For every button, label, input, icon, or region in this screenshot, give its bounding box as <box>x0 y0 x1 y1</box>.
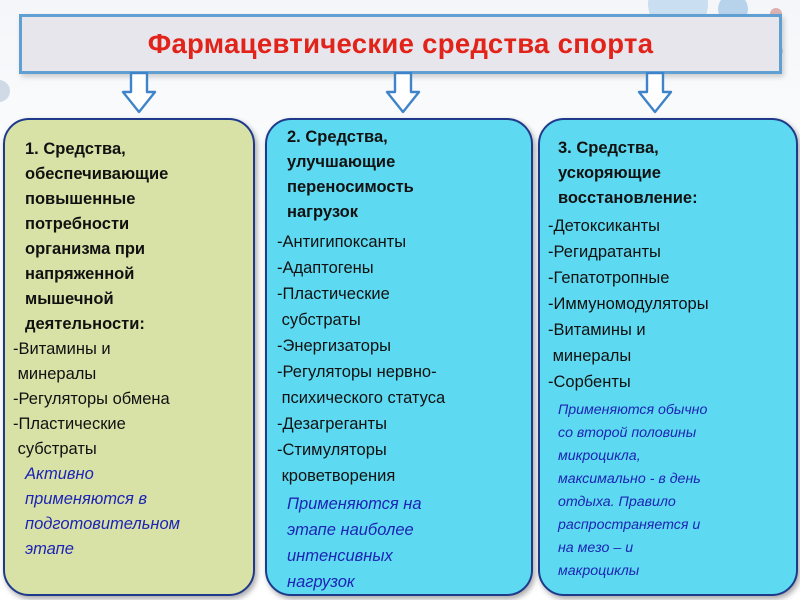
page-title: Фармацевтические средства спорта <box>147 28 654 59</box>
panel-2-item: -Антигипоксанты <box>277 233 407 251</box>
panel-3-heading-line: 3. Средства, <box>558 139 659 157</box>
panel-2-item: -Дезагреганты <box>277 415 387 433</box>
panel-2-item: субстраты <box>277 311 361 329</box>
panel-3-note: микроцикла, <box>558 448 641 464</box>
title-box <box>19 14 782 74</box>
panel-3-item: -Регидратанты <box>548 243 661 261</box>
panel-3-note: отдыха. Правило <box>558 494 676 510</box>
panel-3-item: -Гепатотропные <box>548 269 670 287</box>
panel-2-note: Применяются на <box>287 495 422 513</box>
panel-1-heading-line: напряженной <box>25 265 135 283</box>
down-arrow-icon <box>385 72 421 114</box>
panel-3-item: -Витамины и <box>548 321 646 339</box>
down-arrow-icon <box>121 72 157 114</box>
panel-1 <box>3 118 255 596</box>
panel-1-item: минералы <box>13 365 97 383</box>
panel-1-note: подготовительном <box>25 515 180 533</box>
panel-2-heading-line: нагрузок <box>287 203 358 221</box>
panel-2 <box>265 118 533 596</box>
panel-3-heading-line: ускоряющие <box>558 164 661 182</box>
panel-2-item: -Энергизаторы <box>277 337 392 355</box>
panel-2-heading-line: улучшающие <box>287 153 396 171</box>
panel-2-item: -Адаптогены <box>277 259 374 277</box>
panel-3-heading-line: восстановление: <box>558 189 698 207</box>
panel-2-heading-line: переносимость <box>287 178 414 196</box>
panel-1-note: Активно <box>25 465 94 483</box>
down-arrow-icon <box>637 72 673 114</box>
panel-1-heading-line: деятельности: <box>25 315 145 333</box>
decor-circle <box>0 80 10 102</box>
panel-3-note: макроциклы <box>558 563 640 579</box>
panel-3-item: -Детоксиканты <box>548 217 661 235</box>
panel-1-note: этапе <box>25 540 74 558</box>
panel-3-note: Применяются обычно <box>558 402 708 418</box>
panel-1-heading-line: 1. Средства, <box>25 140 126 158</box>
panel-2-heading-line: 2. Средства, <box>287 128 388 146</box>
panel-3 <box>538 118 798 596</box>
panel-1-heading-line: обеспечивающие <box>25 165 169 183</box>
panel-3-item: -Сорбенты <box>548 373 631 391</box>
panel-2-item: психического статуса <box>277 389 446 407</box>
panel-1-heading-line: потребности <box>25 215 130 233</box>
panel-3-note: максимально - в день <box>558 471 701 487</box>
panel-1-note: применяются в <box>25 490 148 508</box>
panel-1-item: -Регуляторы обмена <box>13 390 170 408</box>
panel-1-item: -Пластические <box>13 415 126 433</box>
panel-2-note: нагрузок <box>287 573 355 591</box>
panel-2-item: -Пластические <box>277 285 390 303</box>
panel-3-item: минералы <box>548 347 632 365</box>
panel-2-item: кроветворения <box>277 467 396 485</box>
panel-1-heading-line: мышечной <box>25 290 114 308</box>
panel-2-note: этапе наиболее <box>287 521 414 539</box>
panel-1-item: субстраты <box>13 440 97 458</box>
panel-1-item: -Витамины и <box>13 340 111 358</box>
panel-2-note: интенсивных <box>287 547 393 565</box>
panel-3-note: распространяется и <box>558 517 701 533</box>
panel-3-note: со второй половины <box>558 425 697 441</box>
panel-1-heading-line: повышенные <box>25 190 136 208</box>
panel-3-note: на мезо – и <box>558 540 634 556</box>
panel-2-item: -Регуляторы нервно- <box>277 363 437 381</box>
panel-3-item: -Иммуномодуляторы <box>548 295 709 313</box>
panel-1-heading-line: организма при <box>25 240 146 258</box>
panel-2-item: -Стимуляторы <box>277 441 387 459</box>
